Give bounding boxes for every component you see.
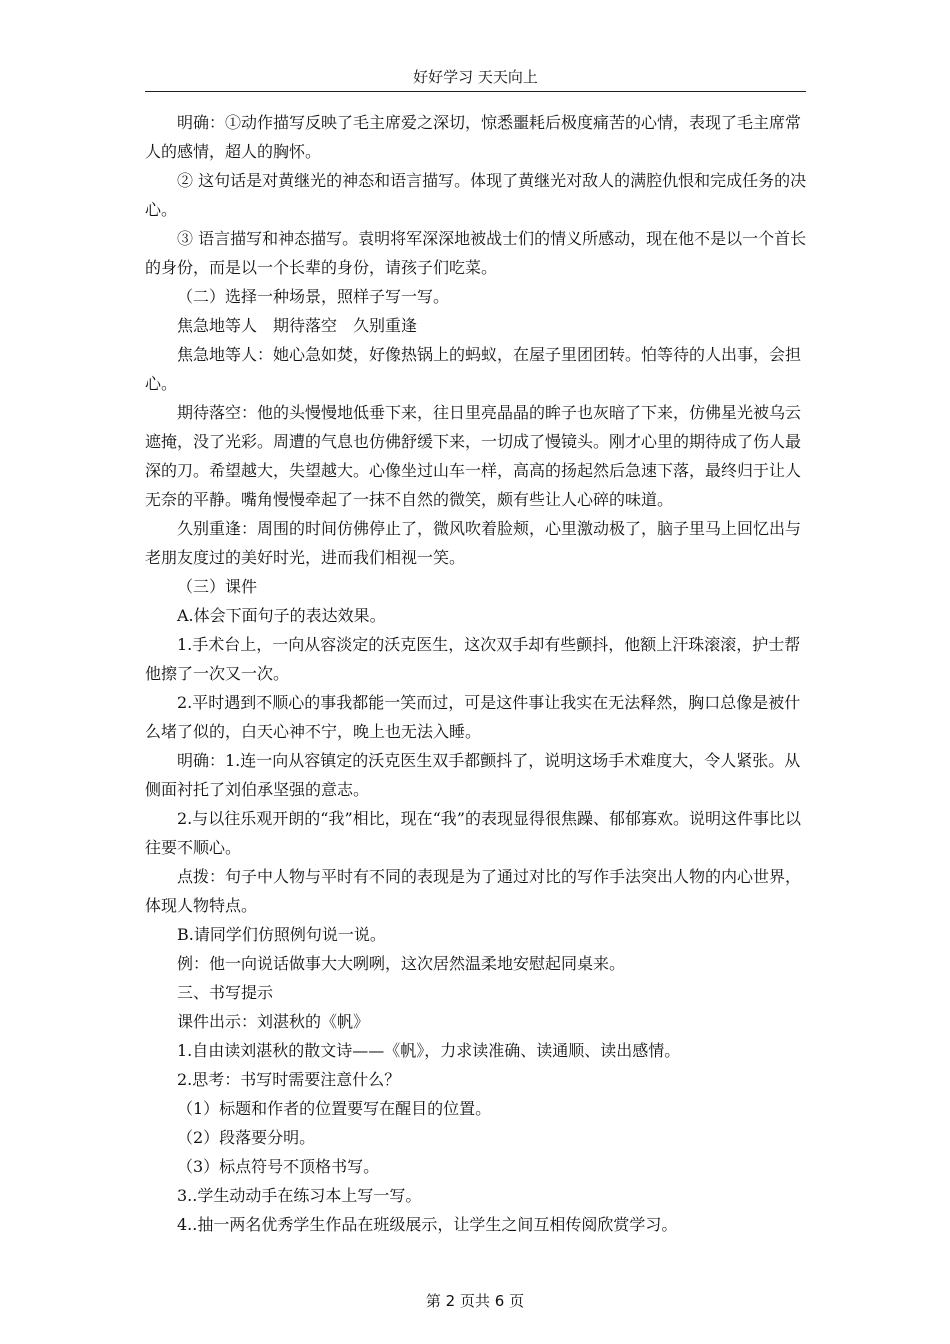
paragraph: 1.手术台上，一向从容淡定的沃克医生，这次双手却有些颤抖，他额上汗珠滚滚，护士帮他擦了一次又一次。 — [145, 635, 801, 683]
section-heading: （三）课件 — [177, 577, 258, 596]
paragraph: 明确：①动作描写反映了毛主席爱之深切，惊悉噩耗后极度痛苦的心情，表现了毛主席常人的感情，超人的胸怀。 — [145, 113, 802, 161]
section-heading: 三、书写提示 — [177, 983, 274, 1002]
header-divider — [145, 91, 806, 92]
paragraph: （3）标点符号不顶格书写。 — [177, 1157, 380, 1176]
paragraph: 久别重逢：周围的时间仿佛停止了，微风吹着脸颊，心里激动极了，脑子里马上回忆出与老朋友度过的美好时光，进而我们相视一笑。 — [145, 519, 802, 567]
paragraph: 2.思考：书写时需要注意什么？ — [177, 1070, 401, 1089]
paragraph: 明确：1.连一向从容镇定的沃克医生双手都颤抖了，说明这场手术难度大，令人紧张。从侧面衬托了刘伯承坚强的意志。 — [145, 751, 801, 799]
section-heading: （二）选择一种场景，照样子写一写。 — [177, 287, 450, 306]
page-number: 第 2 页共 6 页 — [425, 1292, 525, 1310]
paragraph: A.体会下面句子的表达效果。 — [177, 606, 386, 625]
paragraph: 4..抽一两名优秀学生作品在班级展示，让学生之间互相传阅欣赏学习。 — [177, 1215, 678, 1234]
paragraph: （1）标题和作者的位置要写在醒目的位置。 — [177, 1099, 492, 1118]
paragraph: 1.自由读刘湛秋的散文诗——《帆》，力求读准确、读通顺、读出感情。 — [177, 1041, 681, 1060]
paragraph: B.请同学们仿照例句说一说。 — [177, 925, 386, 944]
page-header: 好好学习 天天向上 — [413, 68, 538, 86]
paragraph: 2.与以往乐观开朗的“我”相比，现在“我”的表现显得很焦躁、郁郁寡欢。说明这件事比以往要不顺心。 — [145, 809, 801, 857]
paragraph: 2.平时遇到不顺心的事我都能一笑而过，可是这件事让我实在无法释然，胸口总像是被什么堵了似的，白天心神不宁，晚上也无法入睡。 — [145, 693, 801, 741]
paragraph: （2）段落要分明。 — [177, 1128, 316, 1147]
paragraph: 课件出示：刘湛秋的《帆》 — [177, 1012, 370, 1031]
paragraph: ② 这句话是对黄继光的神态和语言描写。体现了黄继光对敌人的满腔仇恨和完成任务的决心。 — [145, 171, 807, 219]
paragraph: 焦急地等人 期待落空 久别重逢 — [177, 316, 418, 335]
paragraph: 期待落空：他的头慢慢地低垂下来，往日里亮晶晶的眸子也灰暗了下来，仿佛星光被乌云遮掩，没了光彩。周遭的气息也仿佛舒缓下来，一切成了慢镜头。刚才心里的期待成了伤人最深的刀。希望越大，失望越大。心像坐过山车一样，高高的扬起然后急速下落，最终归于让人无奈的平静。嘴角慢慢牵起了一抹不自然的微笑，颇有些让人心碎的味道。 — [145, 403, 802, 509]
paragraph: 例：他一向说话做事大大咧咧，这次居然温柔地安慰起同桌来。 — [177, 954, 626, 973]
document-body — [145, 108, 807, 1239]
paragraph: 点拨：句子中人物与平时有不同的表现是为了通过对比的写作手法突出人物的内心世界，体现人物特点。 — [145, 867, 802, 915]
paragraph: 焦急地等人：她心急如焚，好像热锅上的蚂蚁，在屋子里团团转。怕等待的人出事，会担心。 — [145, 345, 802, 393]
paragraph: ③ 语言描写和神态描写。袁明将军深深地被战士们的情义所感动，现在他不是以一个首长的身份，而是以一个长辈的身份，请孩子们吃菜。 — [145, 229, 807, 277]
paragraph: 3..学生动动手在练习本上写一写。 — [177, 1186, 422, 1205]
